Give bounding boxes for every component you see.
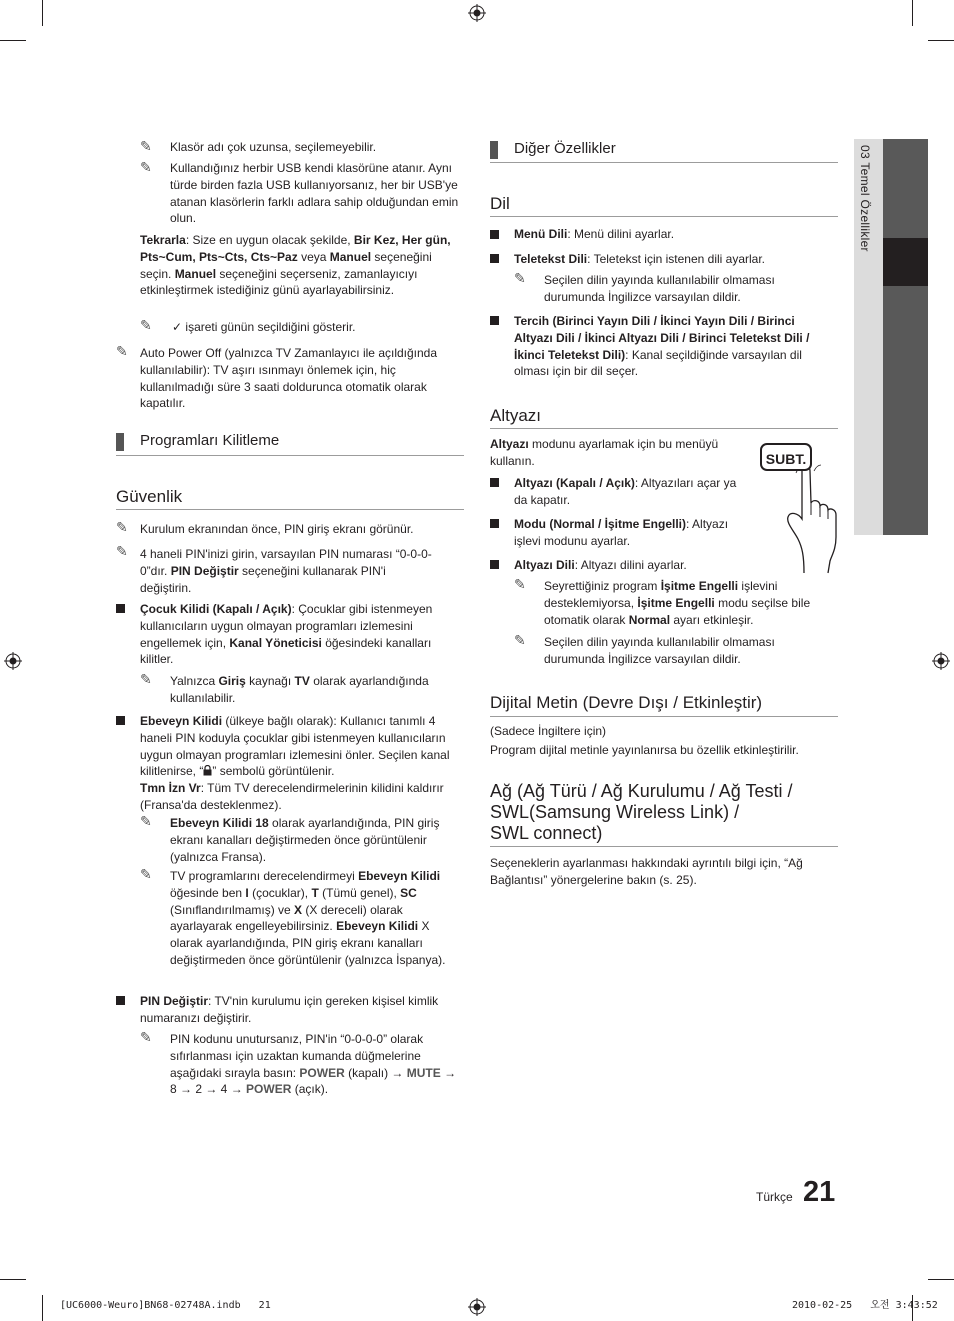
bullet-square <box>490 519 499 528</box>
tmn-izn-vr: Tmn İzn Vr: Tüm TV derecelendirmelerinin kilidini kaldırır (Fransa'da desteklenmez). <box>140 781 444 812</box>
note-pencil-icon: ✎ <box>140 814 152 830</box>
heading-ag-line-1: Ağ (Ağ Türü / Ağ Kurulumu / Ağ Testi / <box>490 781 793 801</box>
ag-text: Seçeneklerin ayarlanması hakkındaki ayrıntılı bilgi için, “Ağ Bağlantısı” yönergelerine bakın (s. 25). <box>490 856 803 887</box>
bullet-square <box>490 478 499 487</box>
subt-illustration <box>758 443 840 575</box>
bullet-square <box>116 716 125 725</box>
subsection-diger-ozellikler: Diğer Özellikler <box>514 140 616 157</box>
heading-dijital-metin: Dijital Metin (Devre Dışı / Etkinleştir) <box>490 693 763 712</box>
crop-mark <box>912 0 913 26</box>
note-pencil-icon: ✎ <box>116 344 128 360</box>
crop-mark <box>0 40 26 41</box>
note-folder-name: Klasör adı çok uzunsa, seçilemeyebilir. <box>170 140 377 154</box>
cocuk-kilidi-item: Çocuk Kilidi (Kapalı / Açık): Çocuklar gibi istenmeyen kullanıcıların uygun olmayan programları izlemesini engellemek için, Kanal Yöneticisi öğesindeki kanalları kilitler. <box>140 602 433 667</box>
note-pencil-icon: ✎ <box>140 672 152 688</box>
dijital-text: Program dijital metinle yayınlanırsa bu özellik etkinleştirilir. <box>490 743 799 757</box>
note-usb-folder: Kullandığınız herbir USB kendi klasörüne atanır. Aynı türde birden fazla USB kullanıyorsanız, her bir USB'ye atanan klasörlerin farklı adlara sahip olduğundan emin olun. <box>170 161 459 226</box>
altyazi-intro: Altyazı modunu ayarlamak için bu menüyü kullanın. <box>490 437 719 468</box>
print-info-left: [UC6000-Weuro]BN68-02748A.indb 21 <box>60 1300 271 1311</box>
registration-mark-icon <box>932 652 950 670</box>
note-teletekst-default: Seçilen dilin yayında kullanılabilir olmaması durumunda İngilizce varsayılan dildir. <box>544 273 775 304</box>
bullet-square <box>490 560 499 569</box>
heading-ag-line-2: SWL(Samsung Wireless Link) / <box>490 802 740 822</box>
heading-dil: Dil <box>490 194 510 213</box>
heading-rule <box>490 428 838 429</box>
crop-mark <box>928 1279 954 1280</box>
note-pencil-icon: ✎ <box>116 544 128 560</box>
note-pencil-icon: ✎ <box>140 160 152 176</box>
subsection-rule <box>490 162 838 163</box>
footer-language: Türkçe <box>756 1190 793 1204</box>
note-pencil-icon: ✎ <box>140 867 152 883</box>
subsection-programlari-kilitleme: Programları Kilitleme <box>140 432 280 449</box>
note-ebeveyn-18: Ebeveyn Kilidi 18 olarak ayarlandığında, PIN giriş ekranı kanalları değiştirmeden önce görüntülenir (yalnızca Fransa). <box>170 816 440 864</box>
heading-rule <box>116 509 464 510</box>
dijital-sub: (Sadece İngiltere için) <box>490 724 607 738</box>
heading-ag-line-3: SWL connect) <box>490 823 603 843</box>
checkmark-icon: ✓ <box>172 320 183 334</box>
subsection-rule <box>116 455 464 456</box>
note-isitme-engelli: Seyrettiğiniz program İşitme Engelli işlevini desteklemiyorsa, İşitme Engelli modu seçilse bile otomatik olarak Normal ayarı etkinleşir. <box>544 579 811 627</box>
heading-rule <box>490 716 838 717</box>
menu-dili-item: Menü Dili: Menü dilini ayarlar. <box>514 227 675 241</box>
bullet-square <box>116 604 125 613</box>
registration-mark-icon <box>468 1298 486 1316</box>
crop-mark <box>42 0 43 26</box>
note-pencil-icon: ✎ <box>514 633 526 649</box>
side-tab-dark <box>883 139 928 535</box>
note-pencil-icon: ✎ <box>116 520 128 536</box>
bullet-square <box>490 254 499 263</box>
crop-mark <box>42 1295 43 1321</box>
altyazi-modu-item: Modu (Normal / İşitme Engelli): Altyazı işlevi modunu ayarlar. <box>514 517 729 548</box>
note-pencil-icon: ✎ <box>514 577 526 593</box>
tekrarla-paragraph: Tekrarla: Size en uygun olacak şekilde, Bir Kez, Her gün, Pts~Cum, Pts~Cts, Cts~Paz veya Manuel seçeneğini seçin. Manuel seçeneğini seçerseniz, zamanlayıcıyı etkinleştirmek istediğiniz günü ayarlayabilirsiniz. <box>140 233 451 298</box>
tercih-item: Tercih (Birinci Yayın Dili / İkinci Yayın Dili / Birinci Altyazı Dili / İkinci Altyazı Dili / Birinci Teletekst Dili / İkinci Teletekst Dili): Kanal seçildiğinde varsayılan dil olması için bir dil seçer. <box>514 314 810 379</box>
lock-icon <box>203 765 212 776</box>
note-pin-default: 4 haneli PIN'inizi girin, varsayılan PIN numarası “0-0-0-0”dır. PIN Değiştir seçeneğini kullanarak PIN'i değiştirin. <box>140 547 432 595</box>
subsection-bar <box>490 141 498 159</box>
side-tab-active-marker <box>883 238 928 286</box>
note-checkmark: ✓ işareti günün seçildiğini gösterir. <box>172 320 356 334</box>
registration-mark-icon <box>4 652 22 670</box>
bullet-square <box>490 316 499 325</box>
altyazi-kapali-item: Altyazı (Kapalı / Açık): Altyazıları açar ya da kapatır. <box>514 476 737 507</box>
crop-mark <box>928 40 954 41</box>
side-tab-label: 03 Temel Özellikler <box>858 145 872 252</box>
registration-mark-icon <box>468 4 486 22</box>
note-pin-reset: PIN kodunu unutursanız, PIN'in “0-0-0-0” olarak sıfırlanması için uzaktan kumanda düğmelerine aşağıdaki sırayla basın: POWER (kapalı) → MUTE → 8 → 2 → 4 → POWER (açık). <box>170 1032 457 1097</box>
bullet-square <box>490 230 499 239</box>
bullet-square <box>116 996 125 1005</box>
print-info-right: 2010-02-25 오전 3:43:52 <box>792 1300 938 1311</box>
note-tv-rating: TV programlarını derecelendirmeyi Ebeveyn Kilidi öğesinde ben I (çocuklar), T (Tümü genel), SC (Sınıflandırılmamış) ve X (X dereceli) olarak ayarlayarak engelleyebilirsiniz. Ebeveyn Kilidi X olarak ayarlandığında, PIN giriş ekranı kanalları değiştirmeden önce görüntülenir (yalnızca İspanya). <box>170 869 446 967</box>
pin-degistir-item: PIN Değiştir: TV'nin kurulumu için gereken kişisel kimlik numaranızı değiştirir. <box>140 994 439 1025</box>
teletekst-dili-item: Teletekst Dili: Teletekst için istenen dili ayarlar. <box>514 252 766 266</box>
heading-rule <box>490 216 838 217</box>
heading-altyazi: Altyazı <box>490 406 542 425</box>
note-pencil-icon: ✎ <box>140 318 152 334</box>
note-pencil-icon: ✎ <box>140 139 152 155</box>
note-pencil-icon: ✎ <box>514 271 526 287</box>
crop-mark <box>0 1279 26 1280</box>
footer-page-number: 21 <box>803 1176 836 1208</box>
heading-rule <box>490 846 838 847</box>
note-altyazi-default: Seçilen dilin yayında kullanılabilir olmaması durumunda İngilizce varsayılan dildir. <box>544 635 775 666</box>
altyazi-dili-item: Altyazı Dili: Altyazı dilini ayarlar. <box>514 558 687 572</box>
heading-guvenlik: Güvenlik <box>116 487 183 506</box>
note-giris-tv: Yalnızca Giriş kaynağı TV olarak ayarlandığında kullanılabilir. <box>170 674 429 705</box>
ebeveyn-kilidi-item: Ebeveyn Kilidi (ülkeye bağlı olarak): Kullanıcı tanımlı 4 haneli PIN koduyla çocuklar gibi istenmeyen kullanıcıların uygun olmayan programları izlemesini önler. Seçilen kanal kilitlenirse, “ ” sembolü görüntülenir. <box>140 714 450 779</box>
note-pencil-icon: ✎ <box>140 1030 152 1046</box>
subsection-bar <box>116 433 124 451</box>
note-auto-power-off: Auto Power Off (yalnızca TV Zamanlayıcı ile açıldığında kullanılabilir): TV aşırı ısınmayı önlemek için, hiç kullanılmadığı süre 3 saati doldurunca otomatik olarak kapatılır. <box>140 346 438 411</box>
subt-button: SUBT. <box>760 443 812 471</box>
note-pin-screen: Kurulum ekranından önce, PIN giriş ekranı görünür. <box>140 522 414 536</box>
